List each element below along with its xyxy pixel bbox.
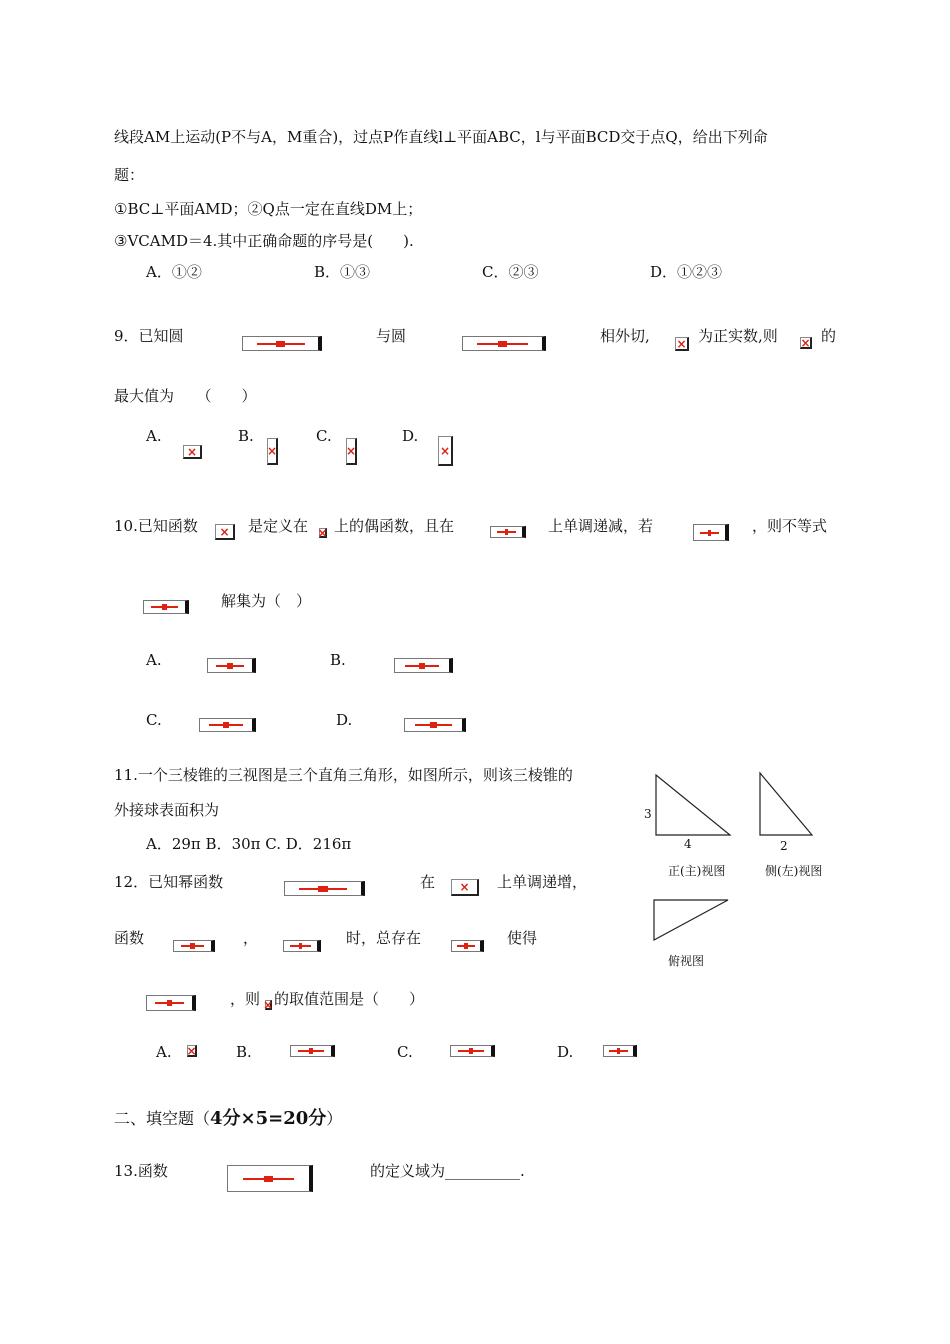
q12-option-d: D. [557,1043,574,1061]
q12-text-7: 使得 [507,929,538,947]
side-view-caption: 侧(左)视图 [765,864,823,878]
q9-line2: 最大值为 （ ） [114,387,257,405]
q8-line2: 题： [114,166,145,184]
q8-line1: 线段AM上运动(P不与A，M重合)，过点P作直线l⊥平面ABC，l与平面BCD交于点Q，给出下列命 [114,128,768,146]
q9-option-c: C. [316,427,332,445]
q12-text-5: ， [243,929,259,947]
q10-text-4: 上单调递减，若 [548,517,654,535]
q9-option-b: B. [238,427,254,445]
q13-text-1: 13.函数 [114,1162,168,1180]
q9-formula-circle2 [462,336,546,351]
q12-option-c-formula [450,1045,495,1057]
q9-text-3: 相外切, [600,327,650,345]
q10-text-3: 上的偶函数，且在 [334,517,455,535]
q9-text-2: 与圆 [376,327,407,345]
q9-text-4: 为正实数,则 [698,327,778,345]
q12-option-d-formula [603,1045,637,1057]
q10-line2: 解集为（ ） [221,592,312,610]
q9-option-d: D. [402,427,419,445]
q12-option-a-formula [187,1045,197,1057]
q12-text-2: 在 [420,873,436,891]
q9-text-5: 的 [821,327,837,345]
q9-option-a-formula [183,445,202,459]
q10-option-b-formula [394,658,453,673]
q12-text-4: 函数 [114,929,145,947]
front-view-base-label: 4 [684,837,692,851]
q12-formula-k [265,1000,272,1010]
q10-option-a-formula [207,658,256,673]
q10-text-5: ，则不等式 [752,517,828,535]
q10-formula-condition [693,524,729,541]
q10-text-1: 10.已知函数 [114,517,198,535]
q11-line1: 11.一个三棱锥的三视图是三个直角三角形，如图所示，则该三棱锥的 [114,766,573,784]
q10-option-a: A. [146,651,162,669]
q10-option-d: D. [336,711,353,729]
q10-formula-R [319,528,327,538]
q9-option-a: A. [146,427,162,445]
q9-formula-expr [800,337,812,349]
q11-options: A．29π B．30π C. D．216π [146,835,352,853]
q13-prompt: 的定义域为 [370,1162,446,1180]
q9-option-c-formula [346,438,357,465]
q12-formula-g [173,940,215,952]
section2-title-prefix: 二、填空题（ [114,1109,211,1128]
q12-text-9: 的取值范围是（ ） [274,990,425,1008]
top-view-triangle [654,900,728,940]
q10-option-c-formula [199,718,256,732]
q12-text-8: ，则 [230,990,261,1008]
side-view-triangle [760,773,812,835]
q8-option-c: C．②③ [482,263,539,281]
q9-formula-circle1 [242,336,322,351]
q11-line2: 外接球表面积为 [114,801,220,819]
q9-option-b-formula [267,438,278,465]
q12-text-1: 12．已知幂函数 [114,873,224,891]
front-view-height-label: 3 [644,807,652,821]
q8-option-a: A．①② [146,263,202,281]
q9-option-d-formula [438,436,453,466]
q13-text-2 [370,1161,525,1181]
q8-line3: ①BC⊥平面AMD；②Q点一定在直线DM上； [114,200,423,218]
q12-formula-x2 [451,940,484,952]
front-view-caption: 正(主)视图 [668,864,726,878]
q12-text-3: 上单调递增， [497,873,588,891]
q10-formula-interval [490,526,526,538]
front-view-triangle [656,775,730,835]
q10-option-b: B. [330,651,346,669]
q12-text-6: 时，总存在 [346,929,422,947]
q8-line4: ③VCAMD＝4.其中正确命题的序号是( ). [114,232,414,250]
q13-period: . [520,1162,525,1180]
q10-option-c: C. [146,711,162,729]
section2-title-score: 4分×5=20分 [210,1108,327,1129]
q9-text-1: 9．已知圆 [114,327,184,345]
q12-option-a: A. [156,1043,172,1061]
q9-formula-var [675,337,689,351]
q13-formula-function [227,1165,313,1192]
q13-answer-blank[interactable]: __________ [445,1162,521,1180]
q10-formula-f [215,524,235,540]
q12-option-c: C. [397,1043,413,1061]
q12-formula-equation [146,995,196,1011]
q10-formula-inequality [143,600,189,614]
q8-option-d: D．①②③ [650,263,723,281]
q12-option-b: B. [236,1043,252,1061]
q12-formula-x1 [283,940,321,952]
q12-formula-power [284,881,365,896]
section2-title-suffix: ） [326,1109,343,1128]
q10-text-2: 是定义在 [248,517,309,535]
q12-formula-domain [451,879,479,896]
q12-option-b-formula [290,1045,335,1057]
section2-title [114,1109,342,1129]
side-view-base-label: 2 [780,839,788,853]
q8-option-b: B．①③ [314,263,371,281]
q10-option-d-formula [404,718,466,732]
top-view-caption: 俯视图 [668,954,705,968]
